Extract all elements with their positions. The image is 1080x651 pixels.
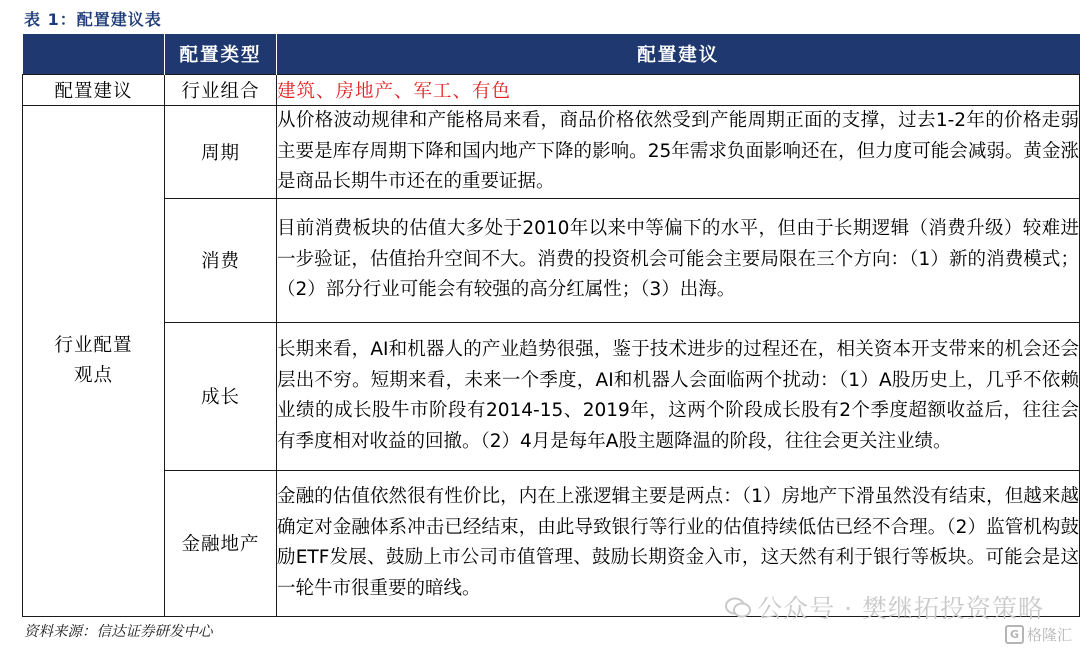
watermark-logo: [1005, 624, 1072, 645]
table-row: [23, 322, 1080, 470]
row-text: 目前消费板块的估值大多处于2010年以来中等偏下的水平，但由于长期逻辑（消费升级）较难进一步验证，估值抬升空间不大。消费的投资机会可能会主要局限在三个方向：（1）新的消费模式；（2）部分行业可能会有较强的高分红属性；（3）出海。: [277, 198, 1080, 322]
header-type: 配置类型: [165, 34, 277, 75]
watermark-logo-text: 格隆汇: [1026, 626, 1072, 644]
config-row-type: 行业组合: [165, 75, 277, 106]
watermark-text: 公众号 · 樊继拓投资策略: [757, 594, 1044, 623]
group-label: 行业配置观点: [54, 334, 133, 386]
source-note: 资料来源：信达证券研发中心: [24, 624, 213, 640]
row-type: 消费: [165, 198, 277, 322]
group-label-cell: [23, 106, 165, 617]
chat-bubble-icon: [725, 596, 751, 618]
row-type: 周期: [165, 106, 277, 199]
row-type: 成长: [165, 322, 277, 470]
table-header-row: [23, 34, 1080, 75]
config-row-label: 配置建议: [23, 75, 165, 106]
header-blank-cell: [23, 34, 165, 75]
table-caption: 表 1：配置建议表: [24, 10, 162, 29]
row-type: 金融地产: [165, 470, 277, 616]
table-row: [23, 198, 1080, 322]
logo-icon: G: [1005, 625, 1024, 644]
row-text: 从价格波动规律和产能格局来看，商品价格依然受到产能周期正面的支撑，过去1-2年的价格走弱主要是库存周期下降和国内地产下降的影响。25年需求负面影响还在，但力度可能会减弱。黄金涨是商品长期牛市还在的重要证据。: [277, 106, 1080, 199]
row-text: 长期来看，AI和机器人的产业趋势很强，鉴于技术进步的过程还在，相关资本开支带来的机会还会层出不穷。短期来看，未来一个季度，AI和机器人会面临两个扰动：（1）A股历史上，几乎不依赖业绩的成长股牛市阶段有2014-15、2019年，这两个阶段成长股有2个季度超额收益后，往往会有季度相对收益的回撤。（2）4月是每年A股主题降温的阶段，往往会更关注业绩。: [277, 322, 1080, 470]
row-text: 金融的估值依然很有性价比，内在上涨逻辑主要是两点：（1）房地产下滑虽然没有结束，但越来越确定对金融体系冲击已经结束，由此导致银行等行业的估值持续低估已经不合理。（2）监管机构鼓励ETF发展、鼓励上市公司市值管理、鼓励长期资金入市，这天然有利于银行等板块。可能会是这一轮牛市很重要的暗线。: [277, 470, 1080, 616]
header-advice: 配置建议: [277, 34, 1080, 75]
config-table: [22, 34, 1080, 617]
watermark: [725, 589, 1044, 625]
config-row-value: 建筑、房地产、军工、有色: [277, 75, 1080, 106]
config-row: [23, 75, 1080, 106]
table-row: [23, 106, 1080, 199]
